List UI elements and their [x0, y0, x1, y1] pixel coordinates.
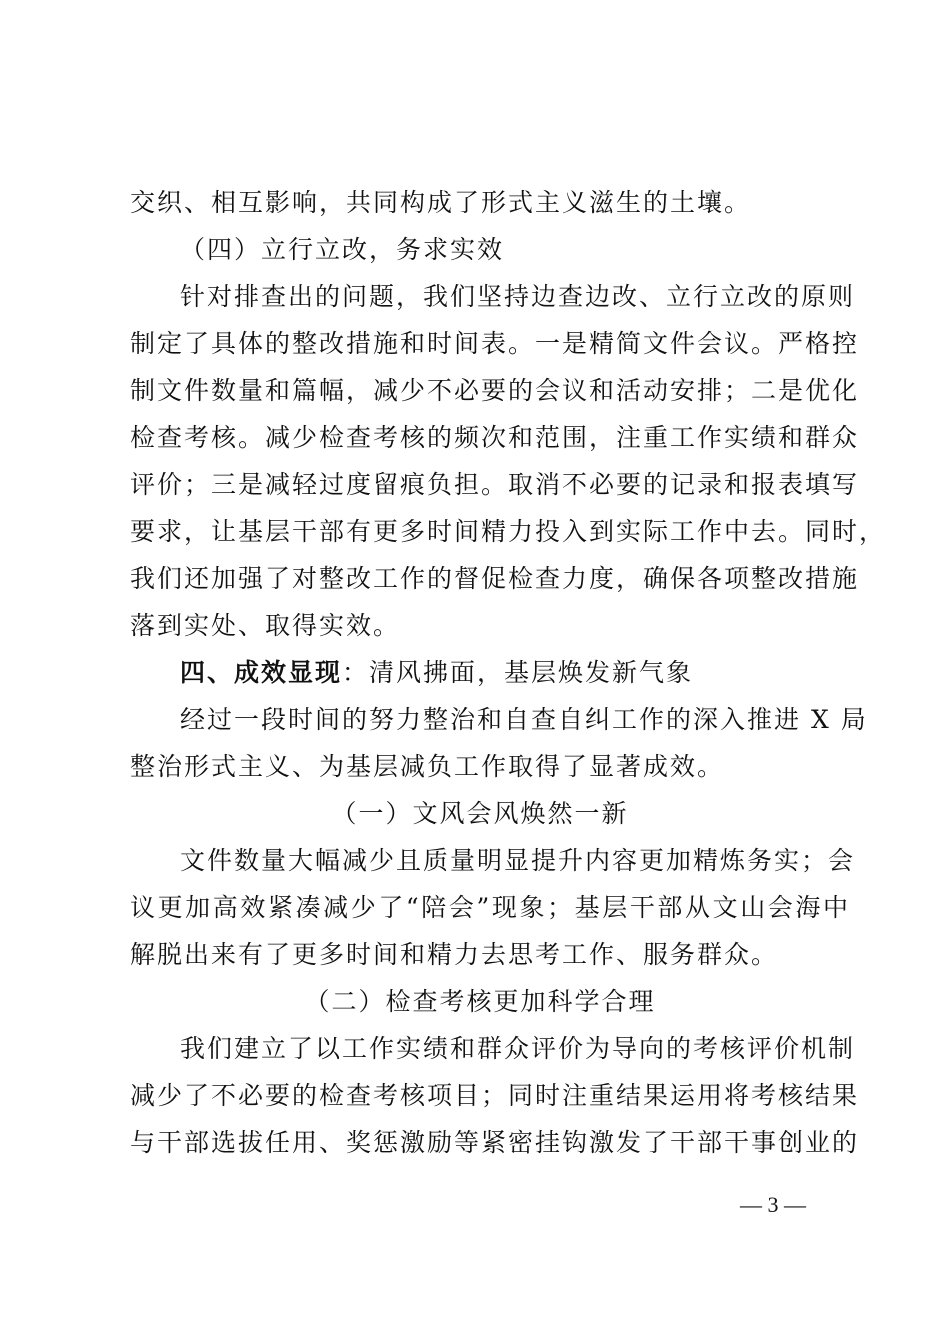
- section-heading-rest: ：清风拂面，基层焕发新气象: [342, 658, 694, 687]
- subsection-heading: （二）检查考核更加科学合理: [304, 987, 656, 1016]
- paragraph-line: 落到实处、取得实效。: [130, 611, 401, 640]
- paragraph-line: 与干部选拔任用、奖惩激励等紧密挂钩激发了干部干事创业的: [130, 1128, 860, 1157]
- subsection-heading: （四）立行立改，务求实效: [180, 235, 505, 264]
- paragraph-line: 减少了不必要的检查考核项目；同时注重结果运用将考核结果: [130, 1081, 860, 1110]
- paragraph-line: 要求，让基层干部有更多时间精力投入到实际工作中去。同时，: [130, 517, 887, 546]
- paragraph-line: 制定了具体的整改措施和时间表。一是精简文件会议。严格控: [130, 329, 860, 358]
- paragraph-line: 针对排查出的问题，我们坚持边查边改、立行立改的原则: [180, 282, 856, 311]
- paragraph-line: 交织、相互影响，共同构成了形式主义滋生的土壤。: [130, 188, 752, 217]
- section-heading: [180, 653, 830, 693]
- paragraph-line: 解脱出来有了更多时间和精力去思考工作、服务群众。: [130, 940, 779, 969]
- paragraph-line: 整治形式主义、为基层减负工作取得了显著成效。: [130, 752, 725, 781]
- paragraph-line: 我们建立了以工作实绩和群众评价为导向的考核评价机制: [180, 1034, 856, 1063]
- page-number: — 3 —: [740, 1192, 806, 1217]
- paragraph-line: 我们还加强了对整改工作的督促检查力度，确保各项整改措施: [130, 564, 860, 593]
- section-heading-bold: 四、成效显现: [180, 658, 343, 687]
- paragraph-line: 制文件数量和篇幅，减少不必要的会议和活动安排；二是优化: [130, 376, 860, 405]
- paragraph-line: 议更加高效紧凑减少了“陪会”现象；基层干部从文山会海中: [130, 893, 850, 922]
- paragraph-line: 评价；三是减轻过度留痕负担。取消不必要的记录和报表填写: [130, 470, 860, 499]
- subsection-heading: （一）文风会风焕然一新: [331, 799, 629, 828]
- paragraph-line: 文件数量大幅减少且质量明显提升内容更加精炼务实；会: [180, 846, 856, 875]
- paragraph-line: 经过一段时间的努力整治和自查自纠工作的深入推进 X 局: [180, 705, 868, 734]
- paragraph-line: 检查考核。减少检查考核的频次和范围，注重工作实绩和群众: [130, 423, 860, 452]
